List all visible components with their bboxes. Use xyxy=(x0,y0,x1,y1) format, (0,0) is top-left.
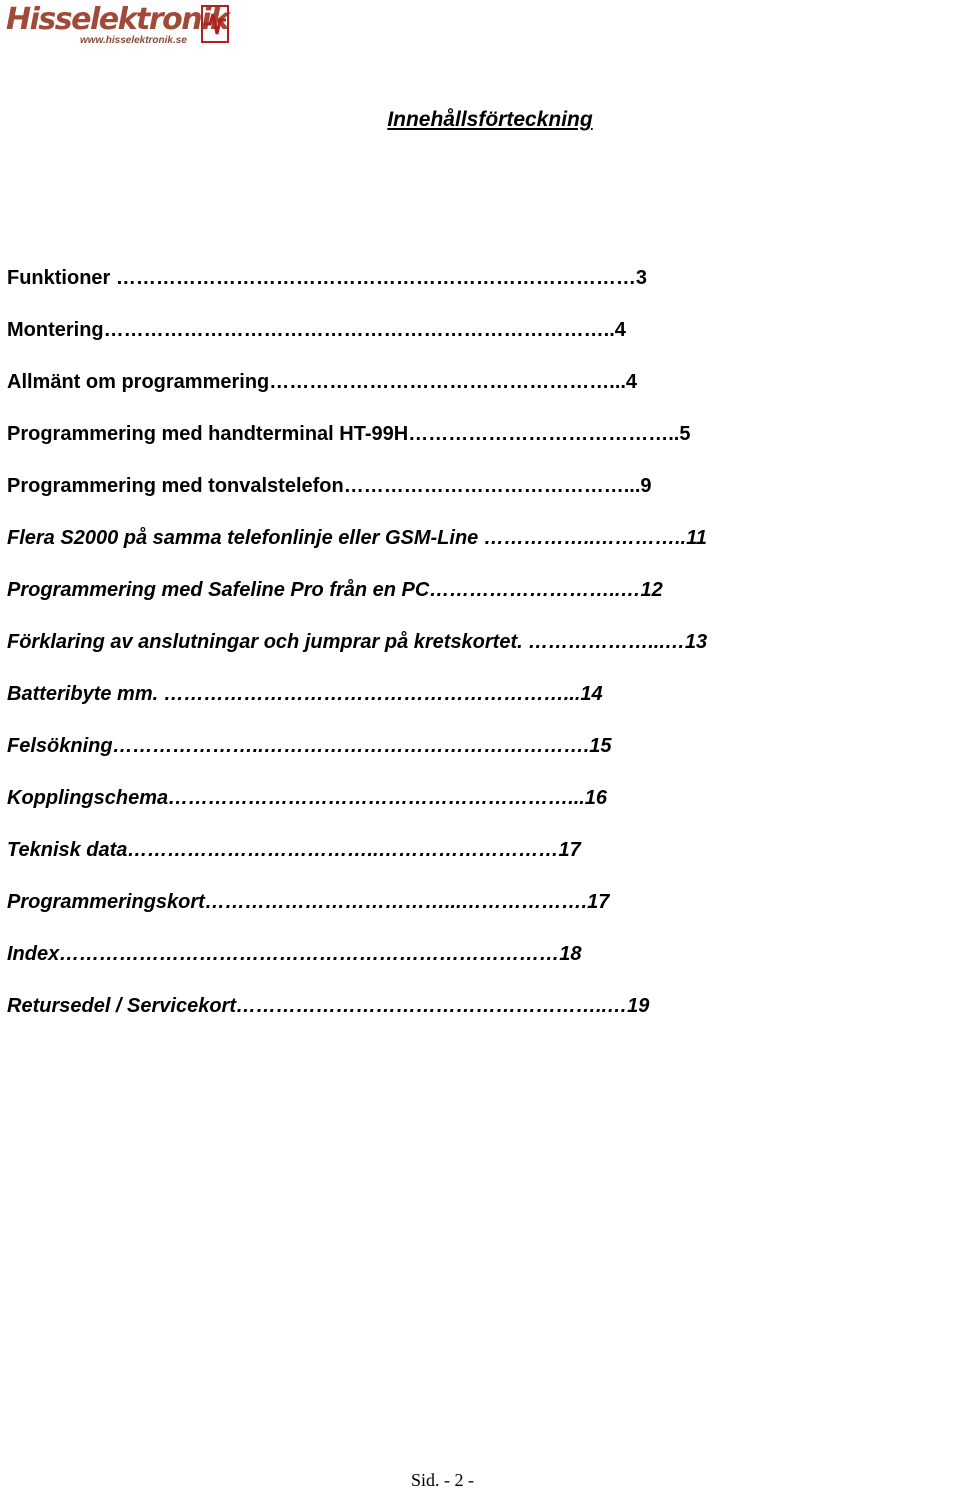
toc-entry-kopplingschema[interactable] xyxy=(7,787,607,810)
toc-entry-label: Förklaring av anslutningar och jumprar på kretskortet. xyxy=(7,631,523,653)
toc-entry-allmant[interactable] xyxy=(7,371,637,394)
toc-entry-label: Felsökning xyxy=(7,735,113,757)
toc-entry-index[interactable] xyxy=(7,943,582,966)
toc-entry-label: Batteribyte mm. xyxy=(7,683,159,705)
toc-entry-leader: ……………………………………………………...16 xyxy=(168,787,608,809)
toc-entry-teknisk-data[interactable] xyxy=(7,839,581,862)
toc-entry-leader: ……………..…………..11 xyxy=(478,527,707,549)
toc-entry-felsokning[interactable] xyxy=(7,735,612,758)
toc-entry-leader: ……………………………………………...4 xyxy=(269,371,638,393)
toc-entry-programmeringskort[interactable] xyxy=(7,891,609,914)
page-number: Sid. - 2 - xyxy=(411,1470,474,1490)
toc-entry-funktioner[interactable] xyxy=(7,267,647,290)
toc-entry-label: Allmänt om programmering xyxy=(7,371,270,393)
toc-entry-leader: …………………………………………………………………18 xyxy=(59,943,582,965)
toc-entry-label: Programmeringskort xyxy=(7,891,205,913)
toc-entry-label: Funktioner xyxy=(7,267,111,289)
toc-entry-label: Programmering med handterminal HT-99H xyxy=(7,423,409,445)
toc-entry-flera-s2000[interactable] xyxy=(7,527,707,550)
toc-entry-leader: ………………...…13 xyxy=(522,631,708,653)
toc-entry-handterminal[interactable] xyxy=(7,423,690,446)
toc-entry-label: Index xyxy=(7,943,60,965)
toc-entry-leader: ………………………………...……………….17 xyxy=(204,891,610,913)
toc-entry-label: Kopplingschema xyxy=(7,787,169,809)
toc-title: Innehållsförteckning xyxy=(387,108,593,131)
toc-entry-leader: ……………………………………………………………………3 xyxy=(110,267,648,289)
toc-entry-tonvalstelefon[interactable] xyxy=(7,475,652,498)
logo-url-text: www.hisselektronik.se xyxy=(80,35,187,46)
logo-mark-icon xyxy=(200,4,230,44)
toc-entry-label: Flera S2000 på samma telefonlinje eller GSM-Line xyxy=(7,527,479,549)
toc-entry-batteribyte[interactable] xyxy=(7,683,603,706)
toc-entry-retursedel[interactable] xyxy=(7,995,649,1018)
toc-entry-label: Teknisk data xyxy=(7,839,128,861)
logo-brand-text: Hisselektronik xyxy=(6,2,229,37)
toc-entry-leader: ………………………………..………………………17 xyxy=(127,839,581,861)
toc-entry-montering[interactable] xyxy=(7,319,626,342)
toc-entry-forklaring[interactable] xyxy=(7,631,707,654)
toc-entry-leader: ………………………………………………..…19 xyxy=(236,995,650,1017)
toc-entry-label: Montering xyxy=(7,319,104,341)
toc-entry-safeline[interactable] xyxy=(7,579,663,602)
toc-entry-leader: ……………………………………...9 xyxy=(343,475,652,497)
toc-entry-leader: ……………………………………………………...14 xyxy=(158,683,603,705)
company-logo xyxy=(4,2,234,52)
toc-entry-leader: ………………………..…12 xyxy=(429,579,663,601)
toc-entry-leader: …………………………………………………………………..4 xyxy=(103,319,626,341)
toc-entry-label: Retursedel / Servicekort xyxy=(7,995,236,1017)
toc-entry-label: Programmering med tonvalstelefon xyxy=(7,475,344,497)
toc-entry-leader: …………………..………………………………………….15 xyxy=(112,735,612,757)
toc-entry-leader: …………………………………..5 xyxy=(408,423,691,445)
toc-entry-label: Programmering med Safeline Pro från en PC xyxy=(7,579,430,601)
